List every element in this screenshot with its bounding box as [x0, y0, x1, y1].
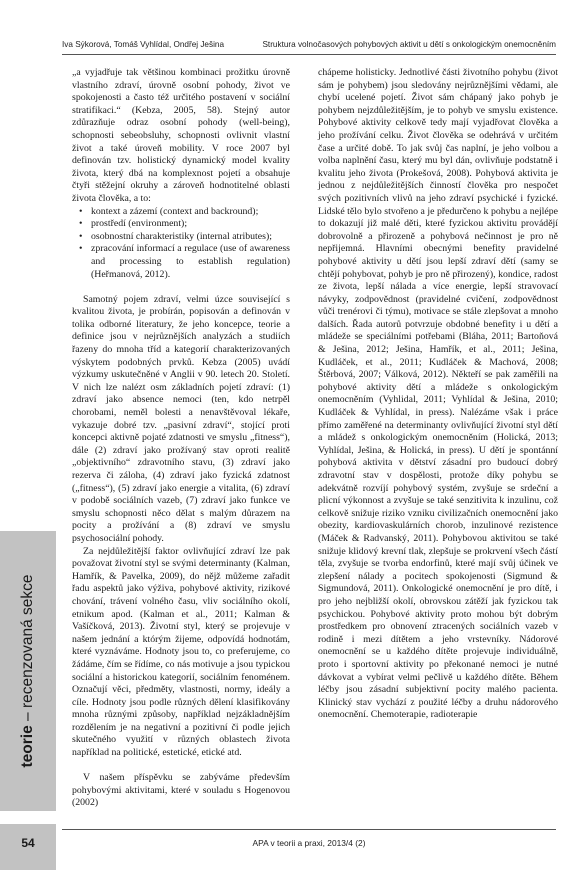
header-divider [62, 54, 556, 55]
bullet-item: • zpracování informací a regulace (use of awareness and processing to establish regulation) (Heřmanová, 2012). [91, 243, 290, 281]
running-header-title: Struktura volnočasových pohybových aktivit u dětí s onkologickým onemocněním [262, 40, 556, 49]
footer-divider [62, 829, 556, 830]
left-column [72, 67, 290, 810]
left-paragraph-2: Samotný pojem zdraví, velmi úzce související s kvalitou života, je probírán, popisován a definován v tolika odborné literatury, že jeho koncepce, teorie a definice jsou v nejrůznějších analyzách a studiích řazeny do mnoha tříd a kategorií charakterizovaných výskytem podobných prvků. Kebza (2005) uvádí výzkumy uskutečněné v Anglii v 90. letech 20. Století. V nich lze nalézt osm základních pojetí zdraví: (1) zdraví jako absence nemoci (ten, kdo netrpěl chorobami, neměl bolesti a nenavštěvoval lékaře, vykazuje dobré tzv. „pasivní zdraví“, stojící proti koncepci aktivně pojaté zdatnosti ve smyslu „fitness“), dále (2) zdraví jako prožívaný stav oproti realitě „objektivního“ zdravotního stavu, (3) zdraví jako rezerva či záloha, (4) zdraví jako fyzická zdatnost („fitness“), (5) zdraví jako energie a vitalita, (6) zdraví v podobě sociálních vazeb, (7) zdraví jako funkce ve smyslu schopnosti něco dělat s malým důrazem na pocity a prožívání a (8) zdraví ve smyslu psychosociální pohody. [72, 293, 290, 544]
running-header-authors: Iva Sýkorová, Tomáš Vyhlídal, Ondřej Ješina [62, 40, 225, 49]
bullet-item: • osobnostní charakteristiky (internal atributes); [91, 231, 290, 244]
left-paragraph-3: Za nejdůležitější faktor ovlivňující zdraví lze pak považovat životní styl se svými determinanty (Kalman, Hamřík, & Pavelka, 2009), do nějž můžeme zařadit řadu aspektů jako výživa, pohybové aktivity, rizikové chování, trávení volného času, vliv sociálního okolí, etnikum apod. (Kalman et al., 2011; Kalman & Vašíčková, 2013). Životní styl, který se projevuje v našem jednání a którým žijeme, odpovídá hodnotám, které vyznáváme. Hodnoty jsou to, co preferujeme, co žádáme, čím se řídíme, co nás motivuje a jsou typickou sociální a historickou kategorií, sociálním fenoménem. Označují věci, předměty, vlastnosti, normy, ideály a cíle. Hodnoty jsou podle různých dělení klasifikovány mnoha různými způsoby, například nejzákladnějším rozdělením je na negativní a pozitivní či podle jejich skutečného využití v různých oblastech života například na politické, estetické, etické atd. [72, 545, 290, 759]
page-number: 54 [21, 836, 35, 850]
journal-footer: APA v teorii a praxi, 2013/4 (2) [252, 838, 366, 848]
side-label-word2: recenzovaná sekce [19, 574, 36, 709]
right-paragraph-1: chápeme holisticky. Jednotlivé části životního pohybu (život sám je pohybem) jsou sledovány nejrůznějšími vědami, ale chybí ucelené pojetí. Život sám chápaný jako pohyb je pohybem nejzdůležitějším, je to pohyb ve smyslu existence. Pohybové aktivity celkově tedy mají vyjadřovat člověka a jeho prožívání celku. Život člověka se odehrává v určitém čase a určité době. To jak svůj čas naplní, je jeho volbou a volba naplnění času, který mu byl dán, ovlivňuje podstatně i kvalitu jeho života (Prokešová, 2008). Pohybová aktivita je jednou z nejdůležitějších činností člověka pro nespočet svých pozitivních vlivů na jeho zdraví psychické i fyzické. Lidské tělo bylo stvořeno a je předurčeno k pohybu a nejlépe to dokazují již malé děti, které fyzickou aktivitu provádějí dobrovolně a přirozeně a pohybová nečinnost je pro ně nepřijemná. Hlavními obecnými benefity pravidelné pohybové aktivity u dětí jsou lepší zdraví dětí (samy se chtějí pohybovat, pohyb je pro ně přirozený), kondice, radost ze života, lepší nálada a více energie, lepší stravovací návyky, zodpovědnost (pravidelné cvičení, zodpovědnost vůči trenérovi či týmu), motivace se stále zlepšovat a mnoho dalších. Řada autorů potvrzuje obdobné benefity i u dětí a mládeže se speciálními potřebami (Bláha, 2011; Bartoňová & Ješina, 2012; Ješina, Hamřík, et al., 2011; Ješina, Kudláček, et al., 2011; Kudláček & Machová, 2008; Štěrbová, 2007; Válková, 2012). Někteří se pak zaměřili na pohybové aktivity dětí a mládeže s onkologickým onemocněním (Vyhlidal, 2011; Vyhlídal & Ješina, 2010; Kudláček & Vyhlídal, in press). Nalézáme však i práce přímo zaměřené na determinanty ovlivňující životní styl dětí a mládež s onkologickým onemocněním (Holická, 2013; Vyhlídal, Ješina, & Holická, in press). U dětí je spontánní pohybová aktivita v dětství zásadní pro budoucí dobrý zdravotní stav v dospělosti, protože díky pohybu se adekvátně rozvíjí pohybový systém, zvyšuje se srdeční a plicní výkonnost a zvyšuje se také senzitivita k inzulinu, což celkově snižuje riziko vzniku civilizačních onemocnění jako obezity, kardiovaskulárních chorob, inzulinové rezistence (Máček & Radvanský, 2011). Pohybovou aktivitou se také snižuje klidový krevní tlak, zlepšuje se prokrvení všech částí těla, zvyšuje se tvorba endorfinů, které mají svůj účinek ve zlepšení nálady a pocitech spokojenosti (Sigmund & Sigmundová, 2011). Onkologické onemocnění je pro dítě, i pro jeho nejbližší okolí, obrovskou zátěží jak fyzickou tak psychickou. Pohybové aktivity proto mohou být dobrým prostředkem pro obnovení ztracených sociálních vazeb v rodině i mezi dítětem a jeho vrstevníky. Nádorové onemocnění se u každého dítěte projevuje individuálně, proto i sportovní aktivity po překonané nemoci je nutné dávkovat a vybírat velmi pečlivě u každého dítěte. Během léčby jsou zásadní subjektivní pocity malého pacienta. Klinický stav vychází z použité léčby a druhu nádorového onemocnění. Chemoterapie, radioterapie [318, 67, 558, 721]
section-side-label [19, 574, 37, 767]
bullet-list [72, 206, 290, 282]
left-paragraph-4: V našem příspěvku se zabýváme především pohybovými aktivitami, které v souladu s Hogenovou (2002) [72, 772, 290, 809]
right-column [318, 67, 558, 722]
bullet-item: • kontext a zázemí (context and backround); [91, 206, 290, 219]
left-paragraph-1: „a vyjadřuje tak většinou kombinaci prožitku úrovně vlastního zdraví, úrovně osobní pohody, život ve spokojenosti a často též určitého postavení v sociální stratifikaci.“ (Kebza, 2005, 58). Stejný autor zdůrazňuje odraz osobní pohody (well-being), schopnosti sebeobsluhy, schopnosti ovlivnit vlastní život a také úroveň mobility. V roce 2007 byl definován tzv. holistický dynamický model kvality života, který dbá na komplexnost pojetí a obsahuje čtyři stěžejní okruhy a zároveň hodnotitelné oblasti života člověka, a to: [72, 67, 290, 204]
side-label-word1: teorie [19, 725, 36, 768]
side-label-dash: – [19, 708, 36, 726]
bullet-item: • prostředí (environment); [91, 218, 290, 231]
